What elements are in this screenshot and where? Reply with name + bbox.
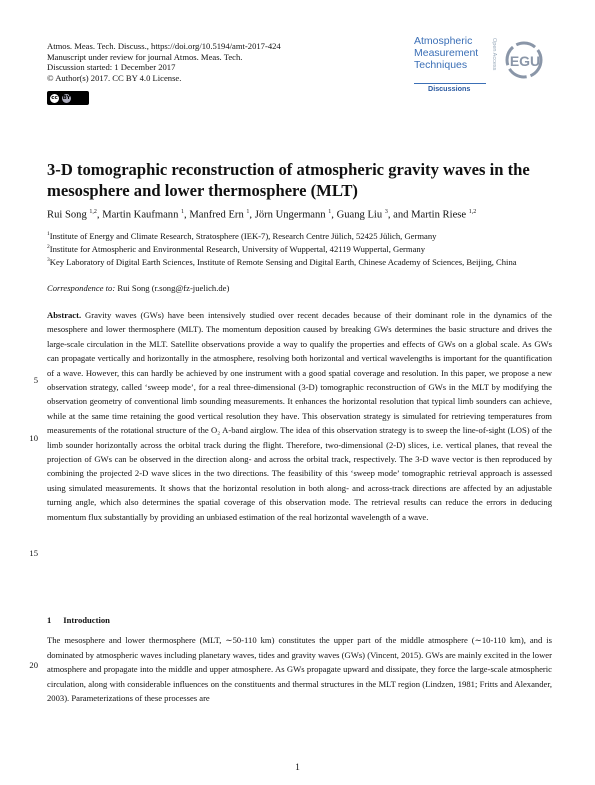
correspondence — [47, 283, 229, 293]
egu-logo-icon — [504, 40, 550, 80]
section-number: 1 — [47, 615, 52, 625]
header-info — [47, 41, 281, 83]
affiliation-2: $^2$Institute for Atmospheric and Environmental Research, University of Wuppertal, 42119 Wuppertal, Germany — [47, 244, 426, 255]
author-separator: , — [184, 209, 190, 221]
author-affiliation-mark: 3 — [384, 209, 388, 215]
author-affiliation-mark: 1 — [246, 209, 250, 215]
author-affiliation-mark: 1,2 — [89, 209, 97, 215]
line-number-10: 10 — [29, 433, 38, 443]
section-heading — [47, 615, 122, 625]
author-name: Martin Riese — [411, 209, 469, 221]
by-icon: BY — [62, 94, 71, 101]
affiliation-1: $^1$Institute of Energy and Climate Research, Stratosphere (IEK-7), Research Centre Jülich, 52425 Jülich, Germany — [47, 230, 437, 241]
author-name: Rui Song — [47, 209, 90, 221]
introduction-text: The mesosphere and lower thermosphere (MLT, ∼50-110 km) constitutes the upper part of the middle atmosphere (∼10-110 km), and is dominated by atmospheric waves including planetary waves, tides and gravity waves (GWs) (Vincent, 2015). GWs are mainly excited in the lower atmosphere and propagate into the middle and upper atmosphere. As GWs propagate upward and dissipate, they force the large-scale atmospheric circulation, along with considerable influences on the constituents and thermal structures in the MLT region (Lindzen, 1981; Fritts and Alexander, 2003). Parameterizations of these processes are — [47, 635, 552, 704]
author-list — [47, 209, 476, 221]
author-name: Guang Liu — [336, 209, 385, 221]
author-affiliation-mark: 1 — [328, 209, 332, 215]
line-number-20: 20 — [29, 660, 38, 670]
egu-text: EGU — [509, 53, 541, 69]
author-separator: , and — [387, 209, 412, 221]
author-separator: , — [249, 209, 255, 221]
header-review-line: Manuscript under review for journal Atmos. Meas. Tech. — [47, 51, 243, 62]
header-date-line: Discussion started: 1 December 2017 — [47, 62, 176, 73]
author-separator: , — [331, 209, 337, 221]
affiliation-3: $^3$Key Laboratory of Digital Earth Sciences, Institute of Remote Sensing and Digital Earth, Chinese Academy of Sciences, Beijing, China — [47, 257, 517, 268]
header-journal-line[interactable]: Atmos. Meas. Tech. Discuss., https://doi.org/10.5194/amt-2017-424 — [47, 41, 281, 51]
open-access-label: Open Access — [491, 38, 497, 71]
cc-icon: cc — [51, 94, 58, 101]
logo-line-1: Atmospheric — [414, 35, 473, 47]
page-number: 1 — [295, 763, 300, 773]
author-affiliation-mark: 1,2 — [468, 209, 477, 215]
paper-title: 3-D tomographic reconstruction of atmospheric gravity waves in the mesosphere and lower thermosphere (MLT) — [47, 160, 530, 200]
correspondence-label: Correspondence to: — [47, 283, 116, 293]
abstract-label: Abstract. — [47, 310, 82, 320]
abstract — [47, 308, 552, 524]
correspondence-email[interactable]: Rui Song (r.song@fz-juelich.de) — [117, 283, 230, 293]
author-name: Manfred Ern — [189, 209, 247, 221]
logo-line-3: Techniques — [414, 59, 468, 71]
abstract-text: Gravity waves (GWs) have been intensively studied over recent decades because of their dominant role in the dynamics of the mesosphere and lower thermosphere (MLT). The momentum deposition caused by breaking GWs determines the basic structure and drives the large-scale circulation in the MLT. Satellite observations provide a way to qualify the properties and effects of GWs on a global scale. As GWs can propagate vertically and horizontally in the atmosphere, resolving both horizontal and vertical wavelengths is important for the quantification of a wave. However, this can hardly be achieved by one instrument with a good spatial coverage and resolution. In this paper, we propose a new observation strategy, called ‘sweep mode’, for a real three-dimensional (3-D) tomographic reconstruction of GWs in the MLT by modifying the observation geometry of conventional limb sounding measurements. It enhances the horizontal resolution that typical limb sounders can achieve, while at the same time retaining the good vertical resolution they have. This observation strategy is simulated for retrieving temperatures from measurements of the rotational structure of the O₂ A-band airglow. The idea of this observation strategy is to sweep the line-of-sight (LOS) of the limb sounder horizontally across the orbital track during the flight. Therefore, two-dimensional (2-D) slices, i.e. vertical planes, that reveal the projection of GWs can be observed in the direction along- and across the orbital track, respectively. The 3-D wave vector is then reproduced by combining the projected 2-D wave slices in the two directions. The feasibility of this ‘sweep mode’ tomographic retrieval approach is assessed using simulated measurements. It shows that the horizontal resolution in both along- and across-track directions are affected by an adjustable turning angle, which also determines the spatial coverage of this observation mode. The retrieval results can reduce the errors in deducing momentum flux substantially by providing an unbiased estimation of the real horizontal wavelength of a wave. — [47, 310, 552, 522]
author-affiliation-mark: 1 — [181, 209, 185, 215]
author-name: Jörn Ungermann — [254, 209, 329, 221]
header-license-line: © Author(s) 2017. CC BY 4.0 License. — [47, 72, 182, 83]
journal-logo[interactable] — [414, 36, 554, 94]
section-title: Introduction — [63, 615, 110, 625]
line-number-5: 5 — [33, 375, 38, 385]
logo-discussions: Discussions — [428, 84, 471, 93]
author-separator: , — [96, 209, 103, 221]
author-name: Martin Kaufmann — [102, 209, 182, 221]
line-number-15: 15 — [29, 548, 38, 558]
logo-line-2: Measurement — [414, 47, 479, 59]
affiliations — [47, 229, 557, 268]
cc-by-license-badge[interactable] — [47, 91, 89, 105]
